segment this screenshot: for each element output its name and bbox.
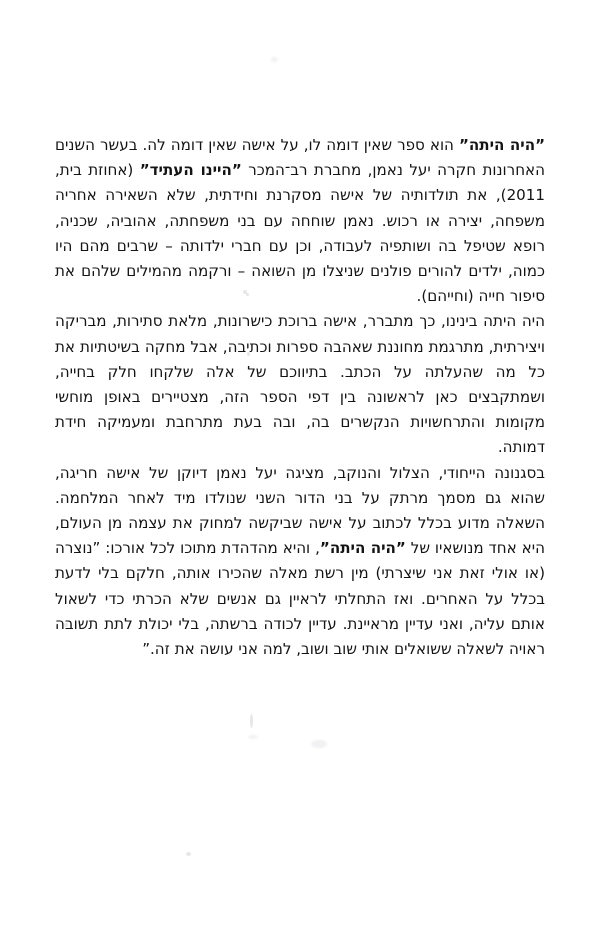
body-text-run: (אחוזת בית, 2011), את תולדותיה של אישה מסקרנת וחידתית, שלא השאירה אחריה משפחה, יצירה או רכוש. נאמן שוחחה עם בני משפחתה, אהוביה, שכניה, רופא שטיפל בה ושותפיה לעבודה, וכן עם חברי ילדותה – שרבים מהם היו כמוה, ילדים להורים פולנים שניצלו מן השואה – ורקמה מהמילים שלהם את סיפור חייה (וחייהם). (55, 161, 545, 306)
body-text-run: היה היתה בינינו, כך מתברר, אישה ברוכת כישרונות, מלאת סתירות, מבריקה ויצירתית, מתרגמת מחוננת שאהבה ספרות וכתיבה, אבל מחקה בשיטתיות את כל מה שהעלתה על הכתב. בתיווכם של אלה שלקחו חלק בחייה, ושמתקבצים כאן לראשונה בין דפי הספר הזה, מצטיירים באופן מוחשי מקומות והתרחשויות הנקשרים בה, ובה בעת מתרחבת ומעמיקה חידת דמותה. (55, 312, 545, 457)
blurb-paragraph-2 (55, 309, 545, 460)
book-title-emphasis: ”היה היתה” (319, 539, 406, 558)
scan-speckle (311, 740, 327, 748)
scan-speckle (186, 852, 191, 856)
blurb-paragraph-3 (55, 461, 545, 663)
blurb-paragraph-1 (55, 133, 545, 309)
scan-speckle (250, 714, 253, 728)
book-title-emphasis: ”היינו העתיד” (139, 161, 242, 180)
body-text-run: בסגנונה הייחודי, הצלול והנוקב, מציגה יעל נאמן דיוקן של אישה חריגה, שהוא גם מסמך מרתק על בני הדור השני שנולדו מיד לאחר המלחמה. השאלה מדוע בכלל לכתוב על אישה שביקשה למחוק את עצמה מן העולם, היא אחד מנושאיו של (55, 463, 545, 558)
scan-speckle (248, 735, 258, 739)
body-text-run: הוא ספר שאין דומה לו, על אישה שאין דומה לה. בעשר השנים האחרונות חקרה יעל נאמן, מחברת רב־המכר (55, 136, 546, 180)
blurb-text-block (55, 133, 545, 662)
scan-speckle (271, 57, 278, 62)
body-text-run: , והיא מהדהדת מתוכו לכל אורכו: ”נוצרה (או אולי זאת אני שיצרתי) מין רשת מאלה שהכירו אותה, חלקם בלי לדעת בכלל על האחרים. ואז התחלתי לראיין גם אנשים שלא הכרתי כדי לשאול אותם עליה, ואני עדיין מראיינת. עדיין לכודה ברשתה, בלי יכולת לתת תשובה ראויה לשאלה ששואלים אותי שוב ושוב, למה אני עושה את זה.” (55, 539, 545, 659)
book-title-emphasis: ”היה היתה” (458, 136, 545, 154)
